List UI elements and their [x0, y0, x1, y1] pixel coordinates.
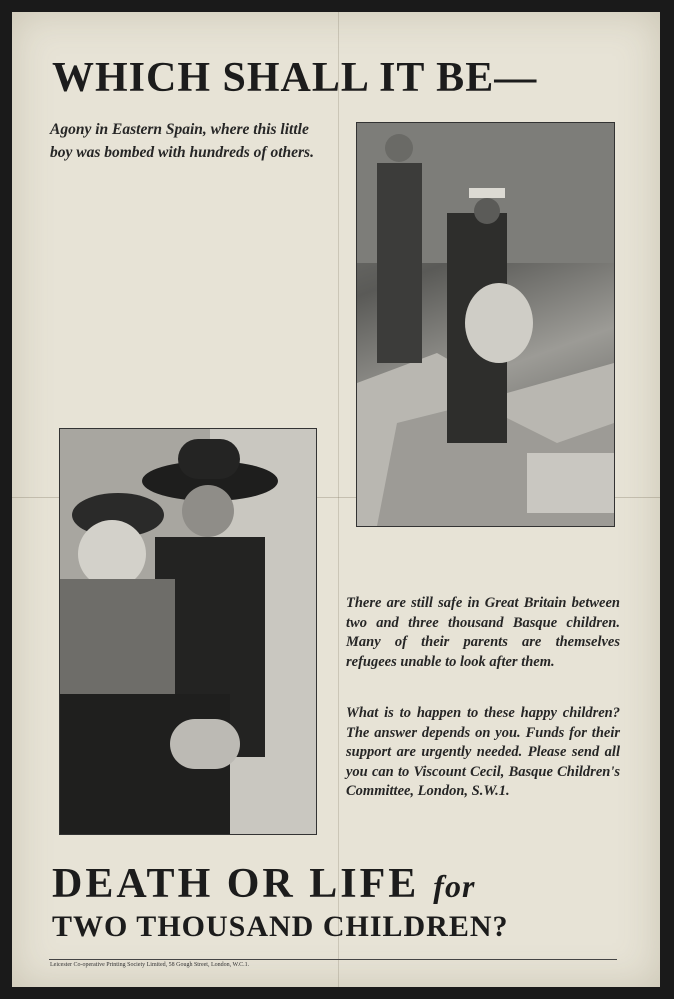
fold-line-vertical — [338, 12, 339, 987]
appeal-paragraph-2: What is to happen to these happy children? The answer depends on you. Funds for their support are urgently needed. Please send all you can to Viscount Cecil, Basque Children's Committee, London, S.W.1. — [346, 705, 620, 799]
tagline-death-or-life: DEATH OR LIFE — [52, 861, 420, 907]
appeal-paragraph-1: There are still safe in Great Britain between two and three thousand Basque children. Many of their parents are themselves refugees unable to look after them. — [346, 595, 620, 670]
rubble-photo-illustration — [357, 123, 614, 526]
bombing-rubble-photo — [356, 122, 615, 527]
poster-headline: WHICH SHALL IT BE— — [52, 55, 538, 101]
tagline-sub: TWO THOUSAND CHILDREN? — [52, 910, 509, 943]
tagline-for: for — [433, 868, 476, 904]
poster-sheet — [12, 12, 660, 987]
tagline-main — [52, 860, 475, 908]
basque-children-photo — [59, 428, 317, 835]
printer-imprint: Leicester Co-operative Printing Society Limited, 58 Gough Street, London, W.C.1. — [50, 962, 250, 968]
children-photo-illustration — [60, 429, 316, 834]
footer-rule — [49, 959, 617, 960]
photo-caption: Agony in Eastern Spain, where this little boy was bombed with hundreds of others. — [50, 121, 314, 161]
